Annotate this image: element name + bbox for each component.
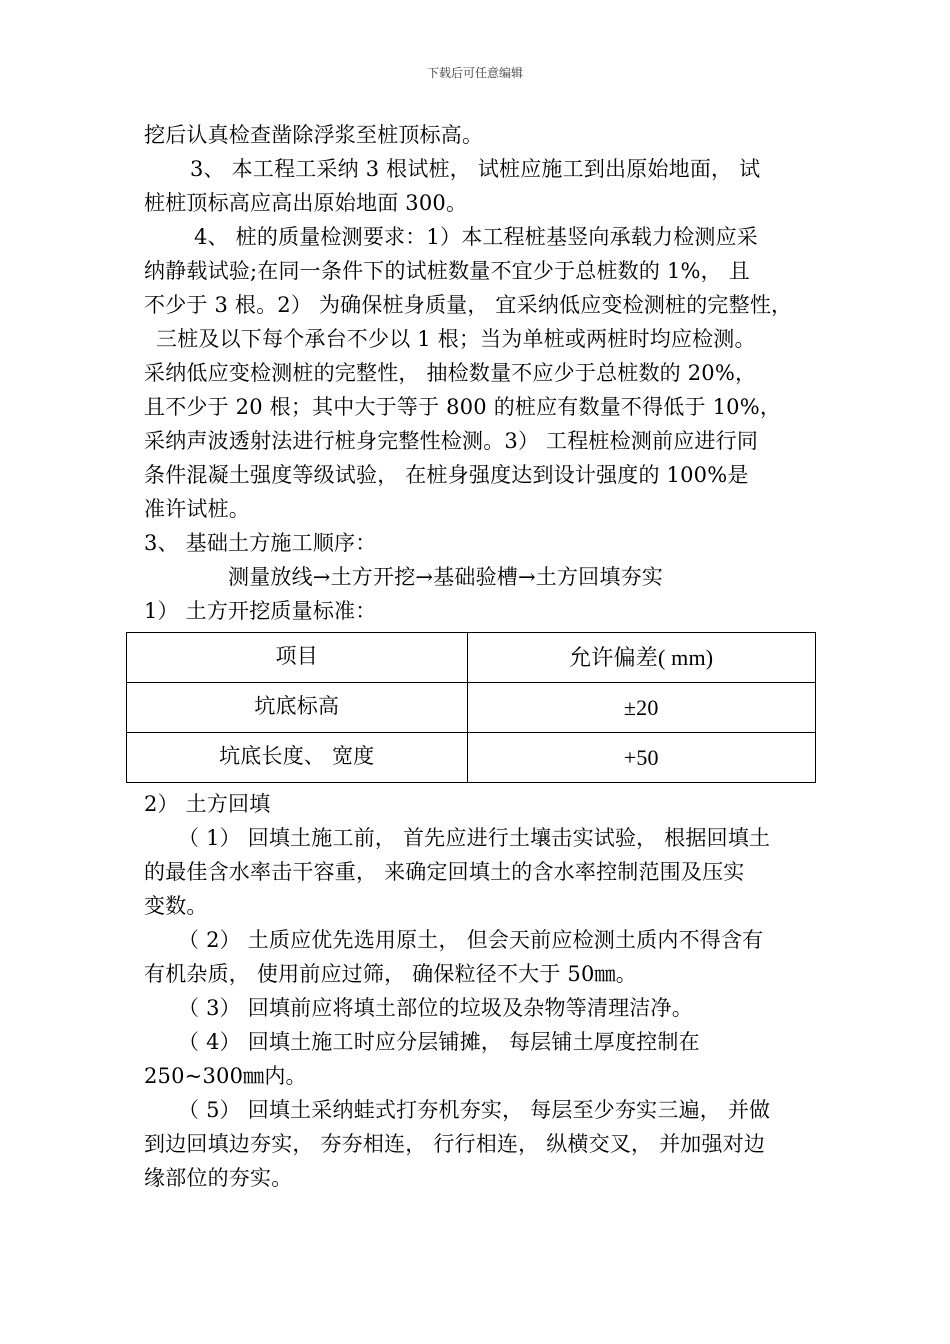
subsection-heading: 1） 土方开挖质量标准： [144, 599, 377, 623]
paragraph-line: 条件混凝土强度等级试验， 在桩身强度达到设计强度的 100%是 [144, 463, 749, 487]
paragraph-line: （ 3） 回填前应将填土部位的垃圾及杂物等清理洁净。 [178, 996, 693, 1020]
table-cell: ±20 [467, 683, 816, 733]
process-flow: 测量放线→土方开挖→基础验槽→土方回填夯实 [228, 565, 663, 589]
table-header-cell: 允许偏差( mm) [467, 633, 816, 683]
paragraph-line: 三桩及以下每个承台不少以 1 根；当为单桩或两桩时均应检测。 [156, 327, 756, 351]
paragraph-line: 采纳声波透射法进行桩身完整性检测。3） 工程桩检测前应进行同 [144, 429, 759, 453]
paragraph-line: 桩桩顶标高应高出原始地面 300。 [144, 191, 468, 215]
table-header-cell: 项目 [127, 633, 468, 683]
paragraph-line: 3、 本工程工采纳 3 根试桩， 试桩应施工到出原始地面， 试 [190, 157, 761, 181]
document-body [144, 118, 816, 1195]
paragraph-line: （ 4） 回填土施工时应分层铺摊， 每层铺土厚度控制在 [178, 1030, 700, 1054]
paragraph-line: 且不少于 20 根；其中大于等于 800 的桩应有数量不得低于 10%， [144, 395, 782, 419]
table-cell: +50 [467, 733, 816, 783]
section-heading: 3、 基础土方施工顺序： [144, 531, 377, 555]
table-row [127, 683, 816, 733]
paragraph-line: （ 2） 土质应优先选用原土， 但会天前应检测土质内不得含有 [178, 928, 764, 952]
table-header-row [127, 633, 816, 683]
page-header-note: 下载后可任意编辑 [426, 66, 523, 80]
paragraph-line: 缘部位的夯实。 [144, 1166, 293, 1190]
paragraph-line: 挖后认真检查凿除浮浆至桩顶标高。 [144, 123, 484, 147]
tolerance-table [126, 632, 816, 783]
paragraph-line: 准许试桩。 [144, 497, 250, 521]
paragraph-line: 纳静载试验;在同一条件下的试桩数量不宜少于总桩数的 1%， 且 [144, 259, 750, 283]
paragraph-line: 有机杂质， 使用前应过筛， 确保粒径不大于 50㎜。 [144, 962, 637, 986]
paragraph-line: （ 5） 回填土采纳蛙式打夯机夯实， 每层至少夯实三遍， 并做 [178, 1098, 771, 1122]
paragraph-line: 到边回填边夯实， 夯夯相连， 行行相连， 纵横交叉， 并加强对边 [144, 1132, 766, 1156]
paragraph-line: 采纳低应变检测桩的完整性， 抽检数量不应少于总桩数的 20%， [144, 361, 757, 385]
table-cell: 坑底标高 [127, 683, 468, 733]
paragraph-line: 4、 桩的质量检测要求：1）本工程桩基竖向承载力检测应采 [194, 225, 758, 249]
table-row [127, 733, 816, 783]
paragraph-line: 不少于 3 根。2） 为确保桩身质量， 宜采纳低应变检测桩的完整性， [144, 293, 793, 317]
paragraph-line: 变数。 [144, 894, 208, 918]
paragraph-line: 的最佳含水率击干容重， 来确定回填土的含水率控制范围及压实 [144, 860, 745, 884]
paragraph-line: （ 1） 回填土施工前， 首先应进行土壤击实试验， 根据回填土 [178, 826, 771, 850]
table-cell: 坑底长度、 宽度 [127, 733, 468, 783]
subsection-heading: 2） 土方回填 [144, 792, 271, 816]
paragraph-line: 250~300㎜内。 [144, 1064, 307, 1088]
